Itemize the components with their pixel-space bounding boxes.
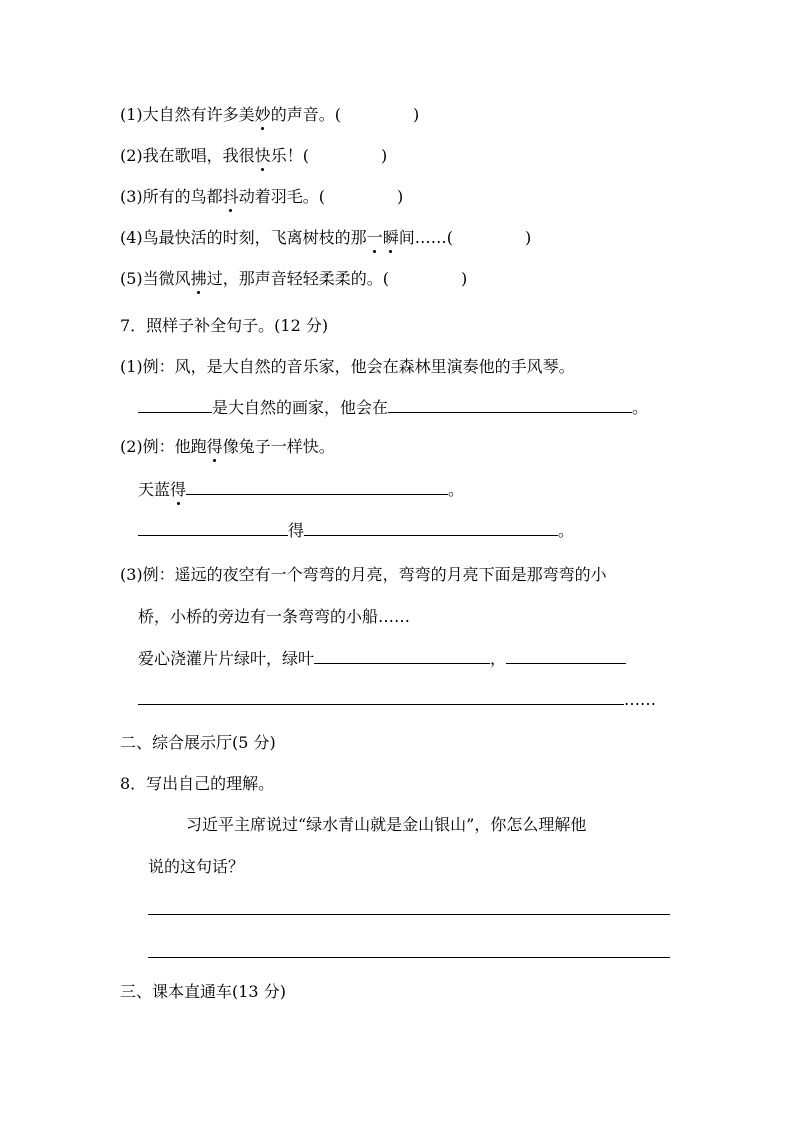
q6-item-5-dotted-char: 拂 xyxy=(190,269,207,288)
q7-fill-3-blank-a[interactable] xyxy=(314,649,490,664)
section-3-title: 三、课本直通车(13 分) xyxy=(120,982,286,1001)
q7-example-2 xyxy=(120,437,335,459)
section-2-title: 二、综合展示厅(5 分) xyxy=(120,733,276,752)
q6-item-4-text-end: 间……( xyxy=(398,228,453,247)
q6-item-2-text-end: 乐！( xyxy=(270,146,309,165)
q6-item-3-close: ) xyxy=(396,187,404,206)
q6-item-4-close: ) xyxy=(524,228,532,247)
q6-item-3-text: (3)所有的鸟都 xyxy=(120,187,223,206)
q8-answer-line-2[interactable] xyxy=(148,957,670,958)
q7-fill-2b-blank-b[interactable] xyxy=(304,521,558,536)
q6-item-5-text: (5)当微风 xyxy=(120,269,191,288)
q7-fill-3-blank-c[interactable] xyxy=(138,690,624,705)
q6-item-2-dotted-char: 快 xyxy=(254,146,271,165)
q7-fill-3 xyxy=(138,649,626,671)
q6-item-4 xyxy=(120,228,531,250)
q6-item-2-text: (2)我在歌唱，我很 xyxy=(120,146,255,165)
q6-item-2 xyxy=(120,146,387,168)
q7-fill-3-comma: ， xyxy=(490,649,507,668)
q6-item-4-text: (4)鸟最快活的时刻，飞离树枝的那 xyxy=(120,228,367,247)
q8-answer-line-1[interactable] xyxy=(148,914,670,915)
q7-fill-2a-end: 。 xyxy=(448,480,465,499)
q7-title: 7．照样子补全句子。(12 分) xyxy=(120,316,329,335)
q7-fill-2a xyxy=(138,480,464,502)
q8-title: 8．写出自己的理解。 xyxy=(120,774,275,793)
q7-fill-1-blank-b[interactable] xyxy=(388,398,632,413)
q7-fill-3-blank-b[interactable] xyxy=(506,649,626,664)
q7-example-1: (1)例：风，是大自然的音乐家，他会在森林里演奏他的手风琴。 xyxy=(120,357,575,376)
q6-item-3-dotted-char: 抖 xyxy=(222,187,239,206)
q6-item-3 xyxy=(120,187,403,209)
q7-fill-2b-blank-a[interactable] xyxy=(138,521,288,536)
q6-item-5-text-end: 过，那声音轻轻柔柔的。( xyxy=(206,269,389,288)
q6-item-1-text: (1)大自然有许多美 xyxy=(120,105,255,124)
q7-fill-1-blank-a[interactable] xyxy=(138,398,212,413)
q7-fill-2a-blank[interactable] xyxy=(186,480,448,495)
q6-item-1-text-end: 的声音。( xyxy=(270,105,341,124)
q7-fill-1-text: 是大自然的画家，他会在 xyxy=(212,398,389,417)
q7-example-2-dotted-char: 得 xyxy=(206,437,223,456)
q6-item-1-close: ) xyxy=(412,105,420,124)
q7-fill-3-continued xyxy=(138,690,656,712)
q7-fill-1-end: 。 xyxy=(632,398,649,417)
q7-example-3-line-2: 桥，小桥的旁边有一条弯弯的小船…… xyxy=(138,607,411,626)
q7-example-2-text-end: 像兔子一样快。 xyxy=(222,437,335,456)
q7-fill-2b-text: 得 xyxy=(288,521,305,540)
q8-prompt-line-2: 说的这句话？ xyxy=(148,857,245,876)
q6-item-3-text-end: 动着羽毛。( xyxy=(238,187,325,206)
q6-item-4-dotted-char-1: 一 xyxy=(366,228,383,247)
q7-fill-2b-end: 。 xyxy=(558,521,575,540)
q7-fill-2a-text: 天蓝 xyxy=(138,480,171,499)
q6-item-5 xyxy=(120,269,467,291)
q7-example-3-line-1: (3)例：遥远的夜空有一个弯弯的月亮，弯弯的月亮下面是那弯弯的小 xyxy=(120,565,607,584)
q6-item-1 xyxy=(120,105,419,127)
q7-fill-2b xyxy=(138,521,574,543)
q7-fill-1 xyxy=(138,398,648,420)
q7-example-2-text: (2)例：他跑 xyxy=(120,437,207,456)
q6-item-1-dotted-char: 妙 xyxy=(254,105,271,124)
q6-item-5-close: ) xyxy=(460,269,468,288)
q8-prompt-line-1: 习近平主席说过“绿水青山就是金山银山”，你怎么理解他 xyxy=(186,815,587,834)
q7-fill-2a-dotted-char: 得 xyxy=(170,480,187,499)
q7-fill-3-end: …… xyxy=(624,690,656,709)
q7-fill-3-text: 爱心浇灌片片绿叶，绿叶 xyxy=(138,649,315,668)
q6-item-2-close: ) xyxy=(380,146,388,165)
q6-item-4-dotted-char-2: 瞬 xyxy=(382,228,399,247)
